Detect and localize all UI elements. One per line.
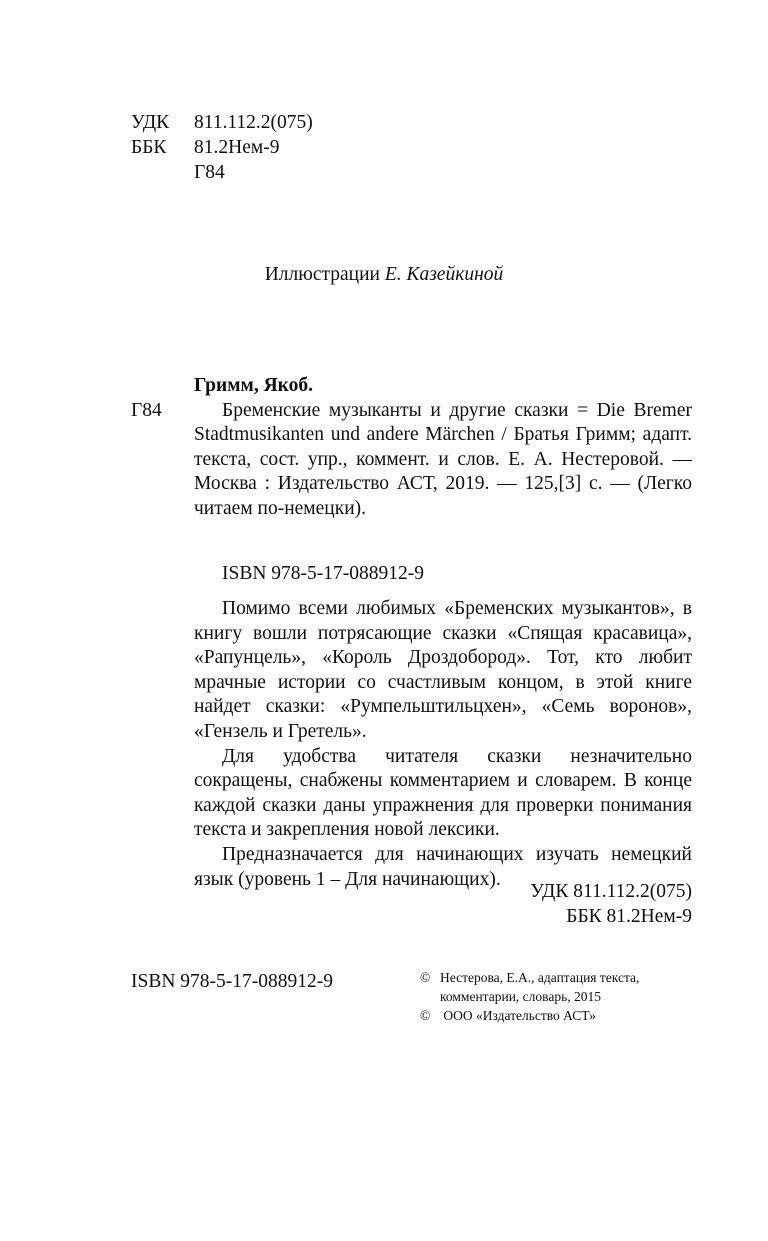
annotation-paragraph: Предназначается для начинающих изучать немецкий язык (уровень 1 – Для начинающих). [194,843,692,890]
record-body-wrap [131,399,692,522]
bbk-footer-value: ББК 81.2Нем-9 [566,905,692,927]
classification-row-index [131,160,313,185]
copyright-line-author [420,968,639,987]
record-description: Бременские музыканты и другие сказки = Die Bremer Stadtmusikanten und andere Märchen / Братья Гримм; адапт. текста, сост. упр., коммент. и слов. Е. А. Нестеровой. — Москва : Издательство АСТ, 2019. — 125,[3] с. — (Легко читаем по-немецки). [194,399,692,519]
bbk-label: ББК [131,137,167,158]
annotation-block [194,597,692,892]
udk-value: 811.112.2(075) [194,112,313,133]
bibliographic-record [131,374,692,522]
udk-footer-value: УДК 811.112.2(075) [530,881,692,902]
annotation-paragraph: Для удобства читателя сказки незначительно сокращены, снабжены комментарием и словарем. В конце каждой сказки даны упражнения для проверки понимания текста и закрепления новой лексики. [194,745,692,841]
illustration-credit [0,262,768,288]
classification-footer [194,880,692,929]
illustration-credit-artist: Е. Казейкиной [384,264,504,285]
copyright-publisher-text: ООО «Издательство АСТ» [440,1008,596,1023]
annotation-paragraph: Помимо всеми любимых «Бременских музыкантов», в книгу вошли потрясающие сказки «Спящая красавица», «Рапунцель», «Король Дроздобород». Тот, кто любит мрачные истории со счастливым концом, в этой книге найдет сказки: «Румпельштильцхен», «Семь воронов», «Гензель и Гретель». [194,598,692,742]
index-value: Г84 [194,162,225,183]
classification-codes [131,110,313,185]
record-index: Г84 [131,399,162,421]
copyright-line-publisher [420,1006,639,1025]
copyright-block [420,968,639,1025]
illustration-credit-prefix: Иллюстрации [264,264,380,285]
record-author: Гримм, Якоб. [194,375,314,396]
copyright-author-text: Нестерова, Е.А., адаптация текста, [440,970,640,985]
bbk-value: 81.2Нем-9 [194,137,280,158]
classification-row-bbk [131,135,313,160]
udk-label: УДК [131,112,170,133]
copyright-line-continuation: комментарии, словарь, 2015 [440,989,601,1004]
copyright-icon: © [420,970,431,985]
classification-row-udk [131,110,313,135]
index-label [131,160,194,185]
isbn-footer: ISBN 978-5-17-088912-9 [131,971,334,992]
isbn-record: ISBN 978-5-17-088912-9 [222,563,425,584]
copyright-icon: © [420,1008,431,1023]
